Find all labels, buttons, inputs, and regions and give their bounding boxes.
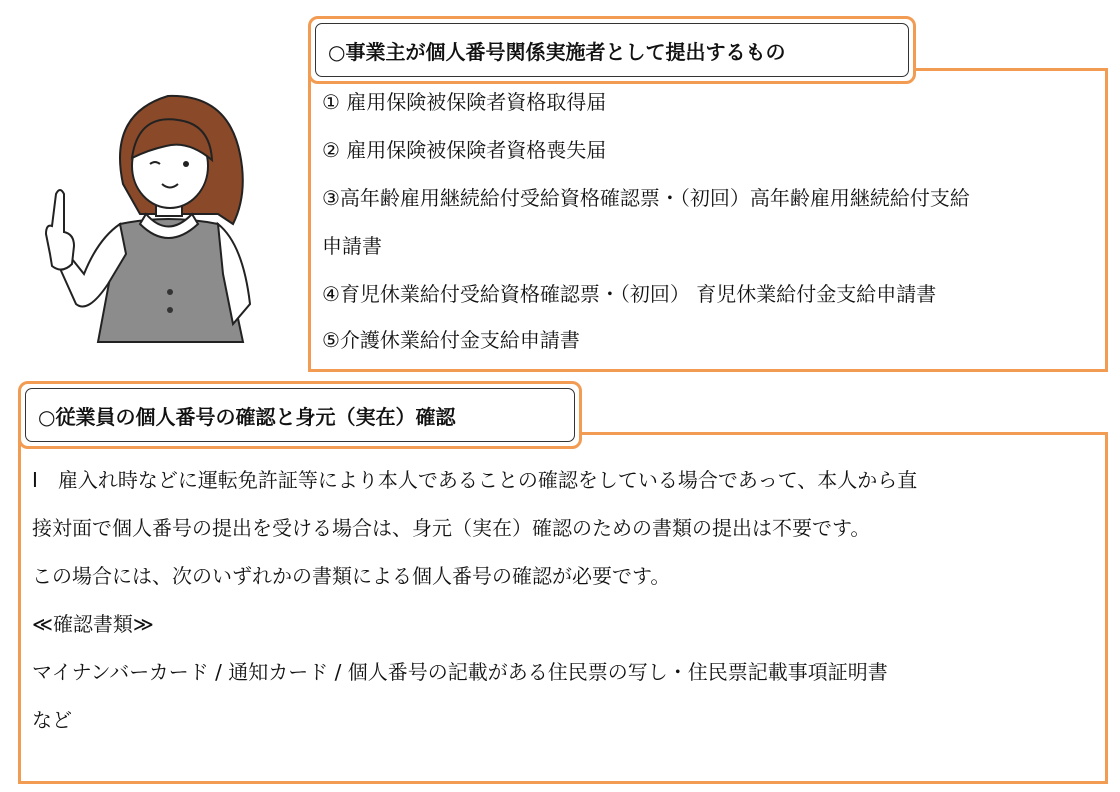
employer-documents-heading (308, 16, 916, 84)
list-item: ① 雇用保険被保険者資格取得届 (322, 90, 607, 114)
identity-verification-heading (18, 381, 582, 449)
list-item: ③高年齢雇用継続給付受給資格確認票・（初回）高年齢雇用継続給付支給 (322, 186, 970, 210)
section2-title: ○従業員の個人番号の確認と身元（実在）確認 (25, 388, 575, 442)
list-item: ② 雇用保険被保険者資格喪失届 (322, 138, 607, 162)
paragraph-line: など (32, 708, 72, 732)
paragraph-line: マイナンバーカード / 通知カード / 個人番号の記載がある住民票の写し・住民票記載事項証明書 (32, 660, 888, 684)
paragraph-line: この場合には、次のいずれかの書類による個人番号の確認が必要です。 (32, 564, 671, 588)
list-item: ⑤介護休業給付金支給申請書 (322, 328, 580, 352)
paragraph-line: 接対面で個人番号の提出を受ける場合は、身元（実在）確認のための書類の提出は不要です。 (32, 516, 871, 540)
paragraph-line: Ⅰ 雇入れ時などに運転免許証等により本人であることの確認をしている場合であって、本人から直 (32, 468, 918, 492)
woman-pointing-icon (28, 74, 288, 344)
list-item: ④育児休業給付受給資格確認票・（初回） 育児休業給付金支給申請書 (322, 282, 937, 306)
list-item: 申請書 (322, 234, 382, 258)
paragraph-line: ≪確認書類≫ (32, 612, 154, 636)
section1-title: ○事業主が個人番号関係実施者として提出するもの (315, 23, 909, 77)
